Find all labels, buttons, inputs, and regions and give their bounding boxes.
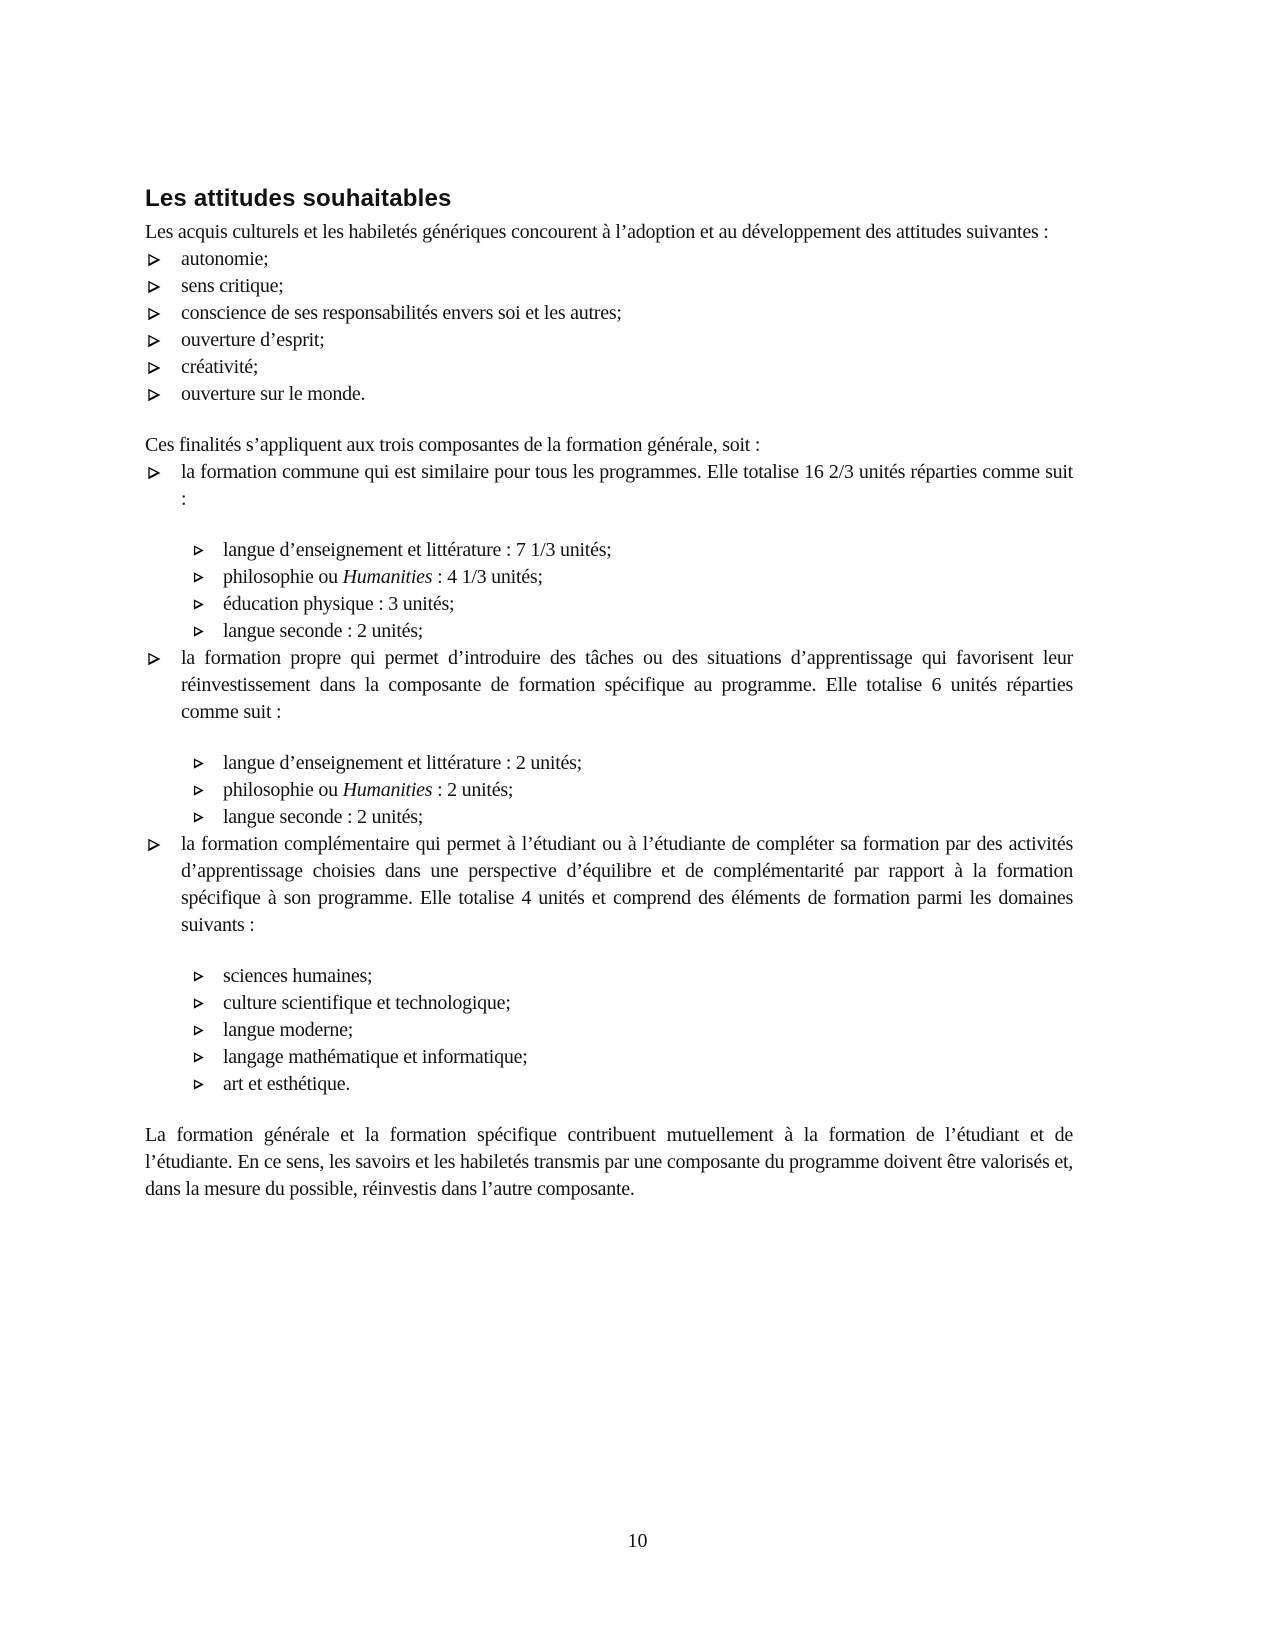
sub-list: [145, 750, 1073, 831]
list-item: [145, 246, 1073, 273]
list-item: [145, 591, 1073, 618]
arrow-bullet-icon: [193, 1079, 204, 1090]
list-item-text: autonomie;: [181, 248, 269, 270]
list-item-text: créativité;: [181, 356, 259, 378]
arrow-bullet-icon: [147, 361, 161, 375]
list-item: [145, 1017, 1073, 1044]
transition-paragraph: Ces finalités s’appliquent aux trois composantes de la formation générale, soit :: [145, 434, 761, 456]
arrow-bullet-icon: [147, 334, 161, 348]
list-item-text: art et esthétique.: [223, 1073, 351, 1095]
arrow-bullet-icon: [193, 1025, 204, 1036]
list-item: [145, 354, 1073, 381]
arrow-bullet-icon: [147, 652, 161, 666]
list-item-text: ouverture d’esprit;: [181, 329, 325, 351]
section-heading: Les attitudes souhaitables: [145, 185, 452, 212]
arrow-bullet-icon: [193, 998, 204, 1009]
arrow-bullet-icon: [147, 307, 161, 321]
list-item-text: langue seconde : 2 unités;: [223, 620, 424, 642]
arrow-bullet-icon: [147, 253, 161, 267]
list-item-text: langue seconde : 2 unités;: [223, 806, 424, 828]
sub-list: [145, 963, 1073, 1098]
list-item-text: culture scientifique et technologique;: [223, 992, 511, 1014]
sub-list: [145, 537, 1073, 645]
list-item-text: sens critique;: [181, 275, 284, 297]
arrow-bullet-icon: [147, 280, 161, 294]
attitudes-list: [145, 246, 1073, 408]
list-item-text: sciences humaines;: [223, 965, 373, 987]
arrow-bullet-icon: [193, 758, 204, 769]
text-segment: philosophie ou: [223, 779, 343, 801]
list-item: [145, 1071, 1073, 1098]
arrow-bullet-icon: [147, 466, 161, 480]
text-segment: : 2 unités;: [432, 779, 514, 801]
list-item: [145, 1044, 1073, 1071]
arrow-bullet-icon: [193, 599, 204, 610]
list-item: [145, 750, 1073, 777]
composante-item: [145, 459, 1073, 513]
list-item-text: [223, 779, 513, 801]
composante-item: [145, 645, 1073, 726]
arrow-bullet-icon: [147, 838, 161, 852]
composante-text: la formation complémentaire qui permet à l’étudiant ou à l’étudiante de compléter sa formation par des activités d’apprentissage choisies dans une perspective d’équilibre et de complémentarité par rapport à la formation spécifique à son programme. Elle totalise 4 unités et comprend des éléments de formation parmi les domaines suivants :: [181, 833, 1073, 936]
composante-text: la formation propre qui permet d’introduire des tâches ou des situations d’apprentissage qui favorisent leur réinvestissement dans la composante de formation spécifique au programme. Elle totalise 6 unités réparties comme suit :: [181, 647, 1073, 723]
list-item: [145, 564, 1073, 591]
list-item: [145, 990, 1073, 1017]
text-segment: philosophie ou: [223, 566, 343, 588]
arrow-bullet-icon: [193, 572, 204, 583]
list-item-text: éducation physique : 3 unités;: [223, 593, 455, 615]
list-item-text: conscience de ses responsabilités envers soi et les autres;: [181, 302, 622, 324]
list-item: [145, 963, 1073, 990]
list-item-text: langage mathématique et informatique;: [223, 1046, 528, 1068]
arrow-bullet-icon: [193, 545, 204, 556]
closing-paragraph: La formation générale et la formation spécifique contribuent mutuellement à la formation de l’étudiant et de l’étudiante. En ce sens, les savoirs et les habiletés transmis par une composante du programme doivent être valorisés et, dans la mesure du possible, réinvestis dans l’autre composante.: [145, 1124, 1073, 1200]
list-item-text: langue d’enseignement et littérature : 7 1/3 unités;: [223, 539, 612, 561]
composante-item: [145, 831, 1073, 939]
list-item: [145, 777, 1073, 804]
list-item-text: ouverture sur le monde.: [181, 383, 366, 405]
list-item: [145, 327, 1073, 354]
arrow-bullet-icon: [147, 388, 161, 402]
arrow-bullet-icon: [193, 971, 204, 982]
list-item: [145, 300, 1073, 327]
arrow-bullet-icon: [193, 812, 204, 823]
arrow-bullet-icon: [193, 626, 204, 637]
list-item: [145, 381, 1073, 408]
composante-text: la formation commune qui est similaire pour tous les programmes. Elle totalise 16 2/3 unités réparties comme suit :: [181, 461, 1073, 510]
list-item: [145, 273, 1073, 300]
list-item: [145, 804, 1073, 831]
arrow-bullet-icon: [193, 1052, 204, 1063]
italic-term: Humanities: [342, 779, 433, 801]
list-item: [145, 618, 1073, 645]
intro-paragraph: Les acquis culturels et les habiletés génériques concourent à l’adoption et au développement des attitudes suivantes :: [145, 221, 1049, 243]
page-number: 10: [627, 1530, 648, 1552]
text-segment: : 4 1/3 unités;: [432, 566, 543, 588]
list-item-text: langue d’enseignement et littérature : 2 unités;: [223, 752, 582, 774]
arrow-bullet-icon: [193, 785, 204, 796]
page-content: [145, 185, 1073, 1203]
italic-term: Humanities: [342, 566, 433, 588]
list-item-text: langue moderne;: [223, 1019, 354, 1041]
list-item: [145, 537, 1073, 564]
list-item-text: [223, 566, 543, 588]
